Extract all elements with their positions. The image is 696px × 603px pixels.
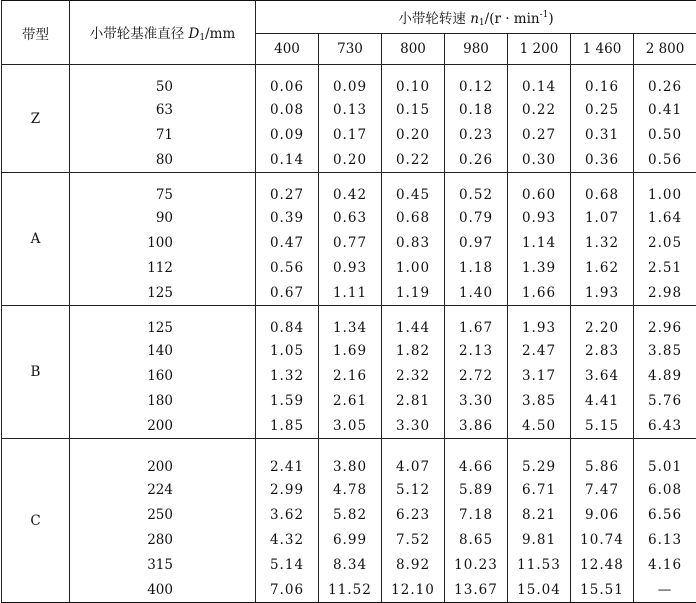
diameter-cell: 112 [70, 255, 256, 280]
power-value-cell: 6.23 [382, 502, 445, 527]
diameter-cell: 160 [70, 363, 256, 388]
speed-column-header: 800 [382, 34, 445, 65]
power-value-cell: 1.40 [445, 280, 508, 306]
power-value-cell: 5.29 [508, 439, 571, 478]
power-value-cell: 0.68 [382, 205, 445, 230]
power-value-cell: 2.05 [634, 230, 696, 255]
table-row [2, 255, 696, 280]
power-value-cell: 0.30 [508, 147, 571, 173]
diameter-cell: 280 [70, 527, 256, 552]
power-value-cell: 0.22 [382, 147, 445, 173]
power-value-cell: 7.47 [571, 477, 634, 502]
diameter-label: 小带轮基准直径 [90, 26, 185, 42]
power-value-cell: 1.34 [319, 306, 382, 339]
speed-symbol: n [470, 11, 479, 27]
power-value-cell: 12.10 [382, 577, 445, 603]
power-value-cell: 1.14 [508, 230, 571, 255]
power-value-cell: 0.22 [508, 97, 571, 122]
power-value-cell: 0.39 [256, 205, 319, 230]
diameter-cell: 50 [70, 65, 256, 98]
power-value-cell: 0.84 [256, 306, 319, 339]
power-value-cell: 6.13 [634, 527, 696, 552]
diameter-cell: 71 [70, 122, 256, 147]
power-value-cell: 2.32 [382, 363, 445, 388]
power-value-cell: 0.06 [256, 65, 319, 98]
diameter-cell: 224 [70, 477, 256, 502]
belt-power-table [1, 0, 696, 603]
power-value-cell: 0.17 [319, 122, 382, 147]
power-value-cell: 2.96 [634, 306, 696, 339]
diameter-cell: 100 [70, 230, 256, 255]
table-row [2, 363, 696, 388]
power-value-cell: 0.77 [319, 230, 382, 255]
power-value-cell: 3.80 [319, 439, 382, 478]
power-value-cell: 1.69 [319, 338, 382, 363]
power-value-cell: 7.52 [382, 527, 445, 552]
belt-type-cell: A [2, 173, 70, 306]
power-value-cell: 0.08 [256, 97, 319, 122]
table-body [2, 65, 696, 603]
power-value-cell: 0.31 [571, 122, 634, 147]
power-value-cell: 10.74 [571, 527, 634, 552]
power-value-cell: 1.44 [382, 306, 445, 339]
diameter-cell: 200 [70, 439, 256, 478]
diameter-cell: 140 [70, 338, 256, 363]
power-value-cell: 0.67 [256, 280, 319, 306]
table-row [2, 65, 696, 98]
power-value-cell: 2.72 [445, 363, 508, 388]
power-value-cell: 2.83 [571, 338, 634, 363]
power-value-cell: 5.14 [256, 552, 319, 577]
power-value-cell: 0.47 [256, 230, 319, 255]
power-value-cell: 3.30 [382, 413, 445, 439]
power-value-cell: 5.01 [634, 439, 696, 478]
speed-column-header: 2 800 [634, 34, 696, 65]
diameter-header [70, 1, 256, 65]
power-value-cell: 1.93 [508, 306, 571, 339]
power-value-cell: 0.12 [445, 65, 508, 98]
diameter-symbol: D [189, 26, 200, 42]
power-value-cell: 4.32 [256, 527, 319, 552]
power-value-cell: 0.20 [319, 147, 382, 173]
power-value-cell: 1.59 [256, 388, 319, 413]
power-value-cell: 3.85 [634, 338, 696, 363]
power-value-cell: 3.05 [319, 413, 382, 439]
power-value-cell: 0.10 [382, 65, 445, 98]
power-value-cell: 2.61 [319, 388, 382, 413]
power-value-cell: 4.41 [571, 388, 634, 413]
power-value-cell: 0.36 [571, 147, 634, 173]
table-row [2, 527, 696, 552]
power-value-cell: 6.56 [634, 502, 696, 527]
power-value-cell: 8.34 [319, 552, 382, 577]
power-value-cell: 15.51 [571, 577, 634, 603]
speed-column-header: 1 460 [571, 34, 634, 65]
power-value-cell: 1.39 [508, 255, 571, 280]
power-value-cell: 0.41 [634, 97, 696, 122]
power-value-cell: 15.04 [508, 577, 571, 603]
speed-column-header: 730 [319, 34, 382, 65]
power-value-cell: 0.79 [445, 205, 508, 230]
power-value-cell: 1.11 [319, 280, 382, 306]
power-value-cell: 0.83 [382, 230, 445, 255]
power-value-cell: 2.51 [634, 255, 696, 280]
diameter-cell: 180 [70, 388, 256, 413]
table-row [2, 577, 696, 603]
table-row [2, 230, 696, 255]
diameter-cell: 200 [70, 413, 256, 439]
power-value-cell: 1.32 [256, 363, 319, 388]
power-value-cell: 1.93 [571, 280, 634, 306]
power-value-cell: 12.48 [571, 552, 634, 577]
table-row [2, 280, 696, 306]
power-value-cell: 0.26 [634, 65, 696, 98]
speed-label: 小带轮转速 [398, 11, 466, 27]
power-value-cell: 5.76 [634, 388, 696, 413]
diameter-cell: 63 [70, 97, 256, 122]
diameter-unit: /mm [205, 26, 235, 42]
power-value-cell: 1.00 [382, 255, 445, 280]
table-row [2, 306, 696, 339]
diameter-cell: 250 [70, 502, 256, 527]
power-value-cell: 1.07 [571, 205, 634, 230]
power-value-cell: 0.14 [256, 147, 319, 173]
power-value-cell: 4.16 [634, 552, 696, 577]
speed-unit-open: /(r · min [485, 11, 540, 27]
power-value-cell: 5.86 [571, 439, 634, 478]
speed-unit-superscript: -1 [540, 10, 549, 20]
power-value-cell: 4.78 [319, 477, 382, 502]
power-value-cell: 0.56 [634, 147, 696, 173]
power-value-cell: 1.05 [256, 338, 319, 363]
power-value-cell: 0.16 [571, 65, 634, 98]
power-value-cell: 1.64 [634, 205, 696, 230]
power-value-cell: 0.27 [256, 173, 319, 206]
power-value-cell: 1.82 [382, 338, 445, 363]
power-value-cell: 1.67 [445, 306, 508, 339]
power-value-cell: 3.62 [256, 502, 319, 527]
diameter-cell: 125 [70, 280, 256, 306]
power-value-cell: 3.86 [445, 413, 508, 439]
power-value-cell: 6.43 [634, 413, 696, 439]
power-value-cell: 1.62 [571, 255, 634, 280]
power-value-cell: 4.50 [508, 413, 571, 439]
belt-type-cell: B [2, 306, 70, 439]
power-value-cell: 0.56 [256, 255, 319, 280]
power-value-cell: 0.60 [508, 173, 571, 206]
power-value-cell: 2.98 [634, 280, 696, 306]
power-value-cell: 0.25 [571, 97, 634, 122]
power-value-cell: 5.82 [319, 502, 382, 527]
power-value-cell: 0.13 [319, 97, 382, 122]
table-row [2, 388, 696, 413]
power-value-cell: 2.13 [445, 338, 508, 363]
belt-type-cell: C [2, 439, 70, 603]
power-value-cell: 1.19 [382, 280, 445, 306]
power-value-cell: 0.68 [571, 173, 634, 206]
table-row [2, 552, 696, 577]
speed-unit-close: ) [548, 11, 553, 27]
power-value-cell: 1.32 [571, 230, 634, 255]
power-value-cell: 6.99 [319, 527, 382, 552]
power-value-cell: 0.14 [508, 65, 571, 98]
table-row [2, 173, 696, 206]
power-value-cell: — [634, 577, 696, 603]
diameter-cell: 400 [70, 577, 256, 603]
power-value-cell: 6.08 [634, 477, 696, 502]
power-value-cell: 11.53 [508, 552, 571, 577]
power-value-cell: 0.52 [445, 173, 508, 206]
power-value-cell: 7.06 [256, 577, 319, 603]
power-value-cell: 0.18 [445, 97, 508, 122]
power-value-cell: 3.17 [508, 363, 571, 388]
power-value-cell: 1.85 [256, 413, 319, 439]
table-row [2, 338, 696, 363]
power-value-cell: 2.41 [256, 439, 319, 478]
power-value-cell: 2.99 [256, 477, 319, 502]
power-value-cell: 3.64 [571, 363, 634, 388]
diameter-cell: 80 [70, 147, 256, 173]
belt-type-cell: Z [2, 65, 70, 173]
power-value-cell: 3.30 [445, 388, 508, 413]
table-row [2, 477, 696, 502]
power-value-cell: 4.07 [382, 439, 445, 478]
diameter-subscript: 1 [199, 33, 205, 43]
power-value-cell: 0.45 [382, 173, 445, 206]
power-value-cell: 10.23 [445, 552, 508, 577]
diameter-cell: 90 [70, 205, 256, 230]
power-value-cell: 4.89 [634, 363, 696, 388]
power-value-cell: 2.81 [382, 388, 445, 413]
power-value-cell: 0.42 [319, 173, 382, 206]
header-row-1 [2, 1, 696, 34]
power-value-cell: 9.06 [571, 502, 634, 527]
power-value-cell: 0.09 [319, 65, 382, 98]
power-value-cell: 0.23 [445, 122, 508, 147]
speed-column-header: 980 [445, 34, 508, 65]
power-value-cell: 0.93 [319, 255, 382, 280]
diameter-cell: 315 [70, 552, 256, 577]
power-value-cell: 8.65 [445, 527, 508, 552]
table-row [2, 413, 696, 439]
power-value-cell: 0.15 [382, 97, 445, 122]
power-value-cell: 0.20 [382, 122, 445, 147]
power-value-cell: 1.00 [634, 173, 696, 206]
power-value-cell: 4.66 [445, 439, 508, 478]
power-value-cell: 0.50 [634, 122, 696, 147]
diameter-cell: 75 [70, 173, 256, 206]
belt-type-label: 带型 [22, 27, 49, 43]
power-value-cell: 1.18 [445, 255, 508, 280]
power-value-cell: 13.67 [445, 577, 508, 603]
power-value-cell: 0.09 [256, 122, 319, 147]
power-value-cell: 2.47 [508, 338, 571, 363]
power-value-cell: 11.52 [319, 577, 382, 603]
power-value-cell: 6.71 [508, 477, 571, 502]
power-value-cell: 8.92 [382, 552, 445, 577]
table-row [2, 147, 696, 173]
power-value-cell: 0.27 [508, 122, 571, 147]
power-value-cell: 8.21 [508, 502, 571, 527]
table-row [2, 439, 696, 478]
table-row [2, 122, 696, 147]
power-value-cell: 0.97 [445, 230, 508, 255]
diameter-cell: 125 [70, 306, 256, 339]
speed-column-header: 400 [256, 34, 319, 65]
table-row [2, 205, 696, 230]
power-value-cell: 7.18 [445, 502, 508, 527]
power-value-cell: 3.85 [508, 388, 571, 413]
power-value-cell: 2.20 [571, 306, 634, 339]
power-value-cell: 5.12 [382, 477, 445, 502]
speed-header [256, 1, 696, 34]
power-value-cell: 5.89 [445, 477, 508, 502]
power-value-cell: 9.81 [508, 527, 571, 552]
table-row [2, 502, 696, 527]
speed-column-header: 1 200 [508, 34, 571, 65]
belt-type-header [2, 1, 70, 65]
speed-subscript: 1 [479, 18, 485, 28]
power-value-cell: 0.93 [508, 205, 571, 230]
table-row [2, 97, 696, 122]
power-value-cell: 2.16 [319, 363, 382, 388]
power-value-cell: 0.26 [445, 147, 508, 173]
power-value-cell: 1.66 [508, 280, 571, 306]
power-value-cell: 0.63 [319, 205, 382, 230]
power-value-cell: 5.15 [571, 413, 634, 439]
